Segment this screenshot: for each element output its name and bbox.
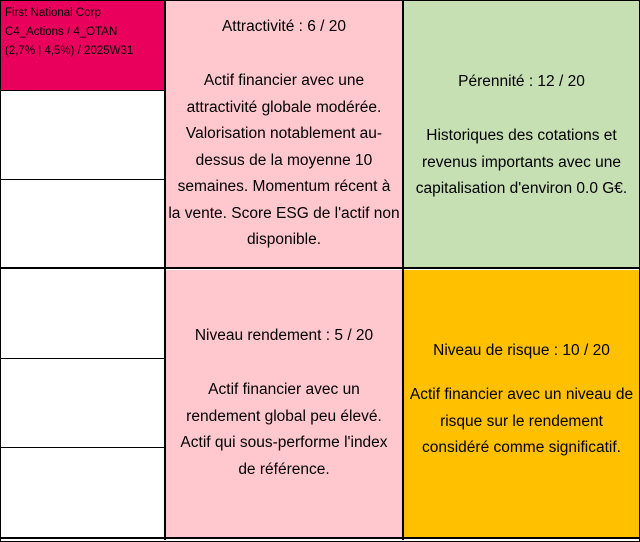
text-line: de référence. — [238, 460, 330, 478]
text-line: Historiques des cotations et — [426, 127, 617, 144]
empty-cell — [1, 360, 164, 447]
perennite-description — [416, 123, 627, 203]
empty-cell — [1, 270, 164, 358]
asset-title-cell — [1, 1, 164, 90]
text-line: rendement global peu élevé. — [186, 407, 382, 425]
grid-line — [0, 90, 165, 91]
risque-cell — [404, 270, 639, 537]
text-line: risque sur le rendement — [440, 412, 603, 430]
rendement-heading: Niveau rendement : 5 / 20 — [194, 327, 374, 344]
asset-period: (2,7% | 4,5%) / 2025W31 — [5, 45, 134, 57]
text-line: attractivité globale modérée. — [186, 98, 382, 116]
text-line: capitalisation d'environ 0.0 G€. — [415, 180, 628, 197]
text-line: Actif financier avec un — [208, 381, 360, 398]
text-line: dessus de la moyenne 10 — [195, 151, 373, 169]
grid-line — [0, 179, 165, 180]
text-line: Actif financier avec une — [203, 72, 365, 89]
attractivite-heading: Attractivité : 6 / 20 — [221, 18, 347, 35]
grid-line — [164, 0, 166, 540]
grid-line — [402, 0, 404, 540]
text-line: disponible. — [246, 231, 322, 248]
attractivite-description — [168, 68, 399, 254]
grid-line — [0, 358, 165, 359]
empty-cell — [1, 181, 164, 267]
grid-line — [0, 267, 640, 269]
grid-line — [0, 447, 165, 448]
text-line: la vente. Score ESG de l'actif non — [168, 204, 400, 222]
asset-name: First National Corp — [5, 7, 101, 19]
text-line: revenus importants avec une — [421, 153, 621, 171]
attractivite-cell — [166, 1, 402, 267]
text-line: Actif qui sous-performe l'index — [180, 434, 388, 451]
perennite-cell — [404, 1, 639, 267]
rendement-description — [180, 377, 387, 483]
rendement-cell — [166, 270, 402, 537]
grid-line — [0, 537, 640, 539]
empty-cell — [1, 449, 164, 537]
text-line: Actif financier avec un niveau de — [409, 386, 634, 403]
asset-category: C4_Actions / 4_OTAN — [5, 26, 118, 38]
empty-cell — [1, 92, 164, 179]
text-line: considéré comme significatif. — [421, 439, 621, 456]
text-line: Valorisation notablement au- — [185, 125, 383, 142]
text-line: semaines. Momentum récent à — [177, 178, 391, 195]
risque-description — [410, 382, 633, 462]
risque-heading: Niveau de risque : 10 / 20 — [433, 342, 610, 359]
perennite-heading: Pérennité : 12 / 20 — [458, 73, 585, 90]
